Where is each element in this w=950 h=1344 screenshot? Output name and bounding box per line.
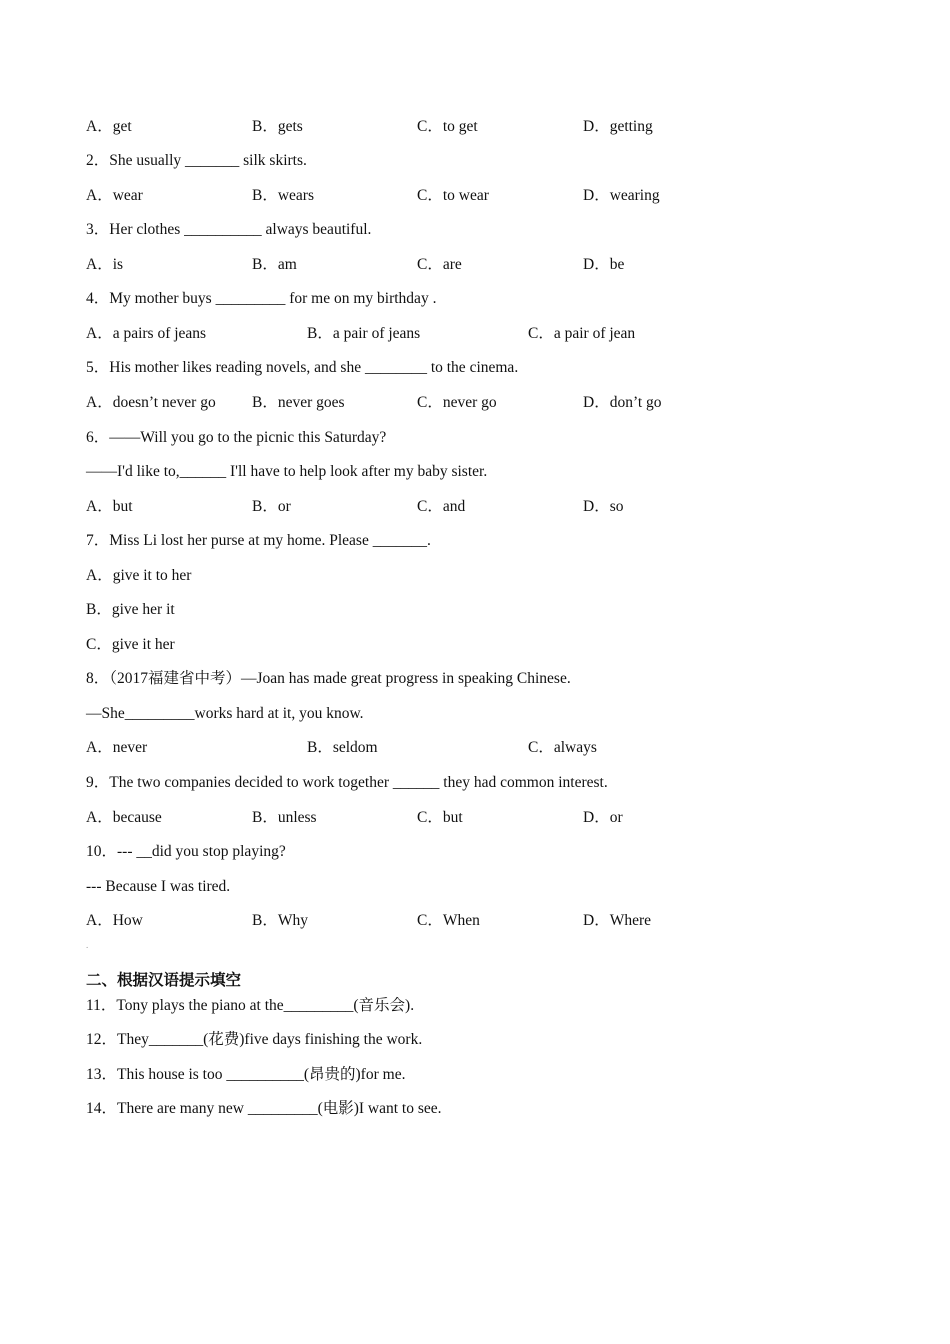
option-d: D．or [583, 809, 623, 826]
option-a: A．is [86, 256, 124, 273]
options-row-q9 [86, 807, 890, 829]
question-13: 13．This house is too __________(昂贵的)for me. [86, 1066, 406, 1083]
question-6: 6．——Will you go to the picnic this Saturday? [86, 429, 387, 446]
option-c: C．give it her [86, 636, 175, 653]
question-12: 12．They_______(花费)five days finishing the work. [86, 1031, 423, 1048]
option-d: D．don’t go [583, 394, 662, 411]
option-b: B．wears [252, 187, 314, 204]
option-c: C．When [417, 912, 480, 929]
option-d: D．wearing [583, 187, 660, 204]
option-a: A．How [86, 912, 143, 929]
option-c: C．always [528, 739, 597, 756]
option-b: B．a pair of jeans [307, 325, 421, 342]
option-c: C．are [417, 256, 462, 273]
option-d: D．so [583, 498, 624, 515]
option-c: C．but [417, 809, 463, 826]
question-14: 14．There are many new _________(电影)I want to see. [86, 1100, 442, 1117]
option-a: A．doesn’t never go [86, 394, 216, 411]
option-b: B．or [252, 498, 291, 515]
options-row-q6 [86, 496, 890, 518]
option-b: B．give her it [86, 601, 175, 618]
option-d: D．be [583, 256, 625, 273]
option-a: A．a pairs of jeans [86, 325, 207, 342]
option-a: A．because [86, 809, 162, 826]
question-10-response: --- Because I was tired. [86, 878, 231, 895]
option-c: C．a pair of jean [528, 325, 636, 342]
option-b: B．unless [252, 809, 317, 826]
question-6-response: ——I'd like to,______ I'll have to help look after my baby sister. [86, 463, 488, 480]
question-10: 10．--- __did you stop playing? [86, 843, 286, 860]
options-row-q3 [86, 254, 890, 276]
option-b: B．Why [252, 912, 308, 929]
question-2: 2．She usually _______ silk skirts. [86, 152, 307, 169]
option-c: C．to wear [417, 187, 489, 204]
option-b: B．seldom [307, 739, 378, 756]
question-7: 7．Miss Li lost her purse at my home. Please _______. [86, 532, 431, 549]
option-a: A．but [86, 498, 133, 515]
option-a: A．never [86, 739, 148, 756]
question-8-response: —She_________works hard at it, you know. [86, 705, 364, 722]
option-a: A．get [86, 118, 132, 135]
option-a: A．give it to her [86, 567, 192, 584]
option-c: C．never go [417, 394, 497, 411]
question-5: 5．His mother likes reading novels, and she ________ to the cinema. [86, 359, 519, 376]
option-b: B．am [252, 256, 297, 273]
options-row-q4 [86, 323, 890, 345]
question-4: 4．My mother buys _________ for me on my birthday . [86, 290, 437, 307]
options-row-q5 [86, 392, 890, 414]
option-d: D．Where [583, 912, 651, 929]
option-b: B．never goes [252, 394, 345, 411]
option-d: D．getting [583, 118, 653, 135]
option-a: A．wear [86, 187, 143, 204]
options-row-q1 [86, 116, 890, 138]
question-8: 8．（2017福建省中考）—Joan has made great progress in speaking Chinese. [86, 670, 571, 687]
paragraph-mark: . [86, 940, 89, 950]
option-c: C．to get [417, 118, 478, 135]
question-9: 9．The two companies decided to work together ______ they had common interest. [86, 774, 608, 791]
option-b: B．gets [252, 118, 303, 135]
options-row-q8 [86, 737, 890, 759]
question-3: 3．Her clothes __________ always beautiful. [86, 221, 372, 238]
options-row-q2 [86, 185, 890, 207]
section-heading: 二、根据汉语提示填空 [86, 971, 242, 989]
options-row-q10 [86, 910, 890, 932]
option-c: C．and [417, 498, 466, 515]
question-11: 11．Tony plays the piano at the_________(音乐会). [86, 997, 415, 1014]
